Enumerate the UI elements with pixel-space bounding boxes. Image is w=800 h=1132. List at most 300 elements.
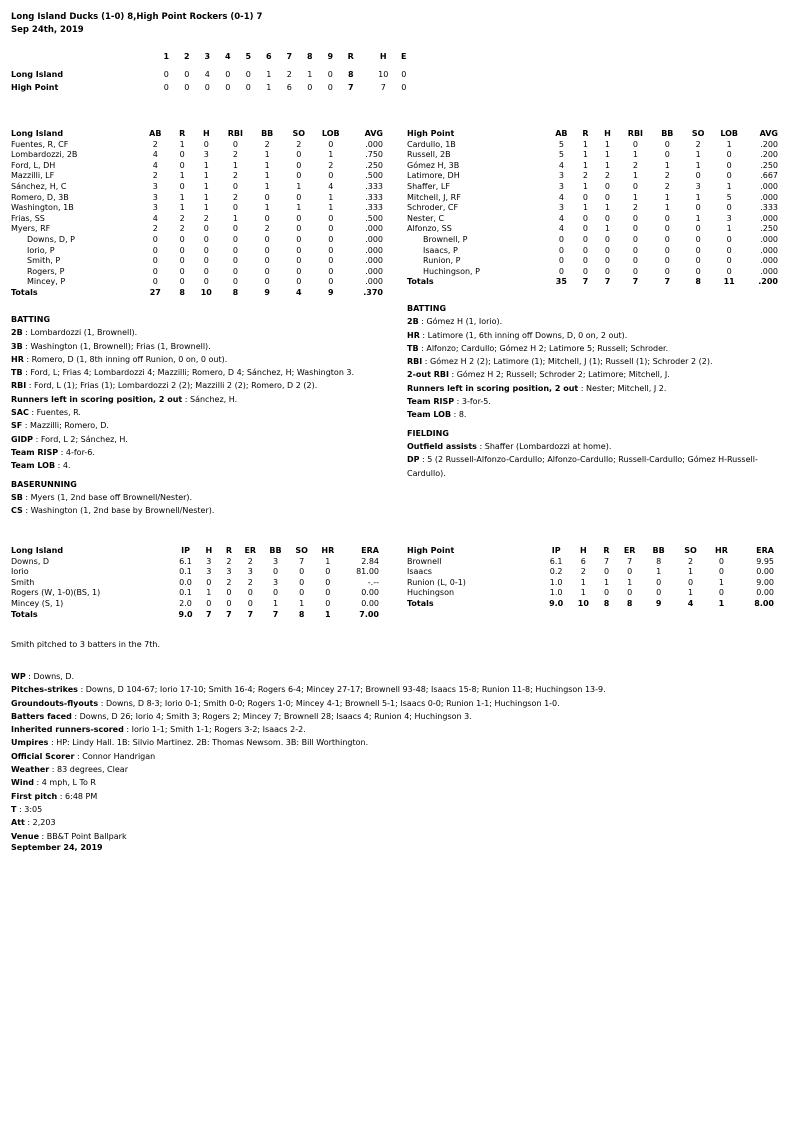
note-line: SAC : Fuentes, R.	[11, 408, 81, 418]
stat-cell: 3	[726, 213, 732, 223]
note-text: 83 degrees, Clear	[57, 765, 128, 775]
stat-cell: .000	[365, 139, 383, 149]
note-label: Wind	[11, 778, 34, 788]
batter-name: Isaacs, P	[423, 245, 458, 255]
stat-cell: .500	[365, 171, 383, 181]
note-label: HR	[407, 330, 420, 340]
stat-cell: 0	[226, 598, 232, 608]
note-text: Ford, L 2; Sánchez, H.	[40, 434, 128, 444]
team-hits: 10	[378, 70, 389, 79]
errors-header: E	[401, 52, 407, 61]
stats-column-header: R	[179, 129, 186, 138]
note-label: TB	[407, 343, 419, 353]
stat-cell: 0	[582, 224, 588, 234]
stat-cell: 1	[232, 160, 238, 170]
stat-cell: .000	[760, 266, 778, 276]
stat-cell: 0	[247, 598, 253, 608]
note-line: Team RISP : 4-for-6.	[11, 447, 95, 457]
note-text: Gómez H 2; Russell; Schroder 2; Latimore; Mitchell, J.	[456, 370, 670, 380]
stats-column-header: BB	[269, 546, 282, 555]
note-line: Batters faced : Downs, D 26; Iorio 4; Smith 3; Rogers 2; Mincey 7; Brownell 28; Isaacs 4; Runion 4; Huchingson 3.	[11, 711, 472, 721]
stat-cell: 0	[627, 588, 633, 598]
note-text: 5 (2 Russell-Alfonzo-Cardullo; Alfonzo-Cardullo; Russell-Cardullo; Gómez H-Russell-	[427, 455, 758, 465]
inning-score: 0	[307, 83, 313, 92]
note-line: T : 3:05	[11, 804, 43, 814]
totals-cell: 9	[264, 287, 270, 297]
note-text: HP: Lindy Hall. 1B: Silvio Martinez. 2B: Thomas Newsom. 3B: Bill Worthington.	[56, 738, 369, 748]
note-label: Att	[11, 818, 25, 828]
note-label: SAC	[11, 408, 29, 418]
batter-row	[11, 235, 383, 246]
batter-name: Sánchez, H, C	[11, 181, 67, 191]
note-label: TB	[11, 368, 23, 378]
note-text: Myers (1, 2nd base off Brownell/Nester).	[30, 492, 193, 502]
stat-cell: 0	[726, 160, 732, 170]
stat-cell: 4	[558, 224, 564, 234]
stat-cell: 3	[152, 181, 158, 191]
stat-cell: 0	[203, 245, 209, 255]
stat-cell: 0	[203, 224, 209, 234]
stat-cell: 0	[179, 256, 185, 266]
totals-cell: 9	[655, 598, 662, 608]
batter-name: Smith, P	[27, 256, 61, 266]
stat-cell: 0	[264, 192, 270, 202]
stats-header-row	[11, 129, 383, 140]
note-text: Washington (1, Brownell); Frias (1, Brownell).	[30, 341, 211, 351]
note-text: Alfonzo; Cardullo; Gómez H 2; Latimore 5; Russell; Schroder.	[426, 343, 669, 353]
stat-cell: 6.1	[179, 556, 192, 566]
batter-row	[407, 203, 778, 214]
stat-cell: 1	[179, 171, 185, 181]
stat-cell: 0	[203, 234, 209, 244]
stat-cell: 8	[656, 556, 662, 566]
note-text: Ford, L; Frias 4; Lombardozzi 4; Mazzilli; Romero, D 4; Sánchez, H; Washington 3.	[30, 368, 355, 378]
batter-name: Shaffer, LF	[407, 181, 450, 191]
stat-cell: 0	[232, 256, 238, 266]
stat-cell: .000	[760, 181, 778, 191]
note-line: SF : Mazzilli; Romero, D.	[11, 421, 109, 431]
stat-cell: 0.00	[361, 588, 379, 598]
stat-cell: 0	[247, 588, 253, 598]
linescore-gap	[361, 68, 373, 81]
note-label: Groundouts-flyouts	[11, 698, 99, 708]
stat-cell: 1	[604, 203, 611, 213]
stat-cell: 1	[726, 139, 732, 149]
stat-cell: 0	[264, 234, 270, 244]
note-text: Gómez H 2 (2); Latimore (1); Mitchell, J (1); Russell (1); Schroder 2 (2).	[430, 357, 713, 367]
stat-cell: 0	[582, 245, 588, 255]
linescore-team-name: High Point	[11, 83, 59, 92]
stat-cell: .000	[365, 256, 383, 266]
stats-column-header: SO	[292, 129, 306, 138]
stats-column-header: ER	[623, 546, 636, 555]
note-line: Team RISP : 3-for-5.	[407, 397, 491, 407]
stat-cell: 1	[264, 160, 270, 170]
stat-cell: 3	[558, 171, 564, 181]
stat-cell: 0	[632, 224, 638, 234]
stat-cell: 0	[296, 256, 302, 266]
note-text: Gómez H (1, Iorio).	[426, 317, 503, 327]
stat-cell: 0	[226, 588, 232, 598]
stat-cell: 0	[179, 266, 185, 276]
batter-row	[407, 214, 778, 225]
note-label: Umpires	[11, 738, 49, 748]
stat-cell: 2	[226, 577, 232, 587]
stat-cell: 0	[264, 277, 270, 287]
stat-cell: 0	[203, 256, 209, 266]
note-label: T	[11, 804, 17, 814]
stat-cell: 2	[328, 160, 334, 170]
stat-cell: 0.2	[549, 567, 563, 577]
batter-name: Latimore, DH	[407, 171, 460, 181]
stat-cell: 1	[632, 171, 638, 181]
stat-cell: 5	[558, 150, 564, 160]
team-runs: 7	[347, 83, 354, 92]
batter-row	[11, 171, 383, 182]
batter-name: Myers, RF	[11, 224, 51, 234]
linescore-team-row	[11, 68, 414, 81]
stat-cell: 0	[296, 277, 302, 287]
stat-cell: 0	[296, 160, 302, 170]
stat-cell: 2.0	[179, 598, 192, 608]
batter-row	[11, 267, 383, 278]
batter-name: Lombardozzi, 2B	[11, 150, 78, 160]
stat-cell: 3	[247, 567, 253, 577]
stat-cell: 0	[296, 213, 302, 223]
stat-cell: 0	[558, 245, 564, 255]
stat-cell: 1	[726, 224, 732, 234]
stat-cell: 3	[272, 556, 279, 566]
note-line: 2-out RBI : Gómez H 2; Russell; Schroder 2; Latimore; Mitchell, J.	[407, 370, 670, 380]
stat-cell: 2	[695, 139, 701, 149]
stat-cell: 1	[664, 203, 670, 213]
inning-header: 4	[224, 52, 231, 61]
stat-cell: 1	[695, 150, 701, 160]
stat-cell: 1	[582, 139, 588, 149]
stat-cell: 1	[299, 598, 305, 608]
stat-cell: 0	[299, 577, 305, 587]
note-text: Lombardozzi (1, Brownell).	[30, 328, 138, 338]
totals-cell: 8	[179, 287, 185, 297]
linescore-team-name: Long Island	[11, 70, 64, 79]
linescore-team-row	[11, 81, 414, 94]
stats-column-header: H	[579, 546, 587, 555]
stat-cell: 2	[152, 139, 158, 149]
batter-row	[407, 150, 778, 161]
stat-cell: 0	[206, 598, 212, 608]
note-line: DP : 5 (2 Russell-Alfonzo-Cardullo; Alfonzo-Cardullo; Russell-Cardullo; Gómez H-Russell-	[407, 455, 758, 465]
stat-cell: 0	[632, 181, 638, 191]
stat-cell: 0	[604, 192, 611, 202]
note-text: Shaffer (Lombardozzi at home).	[484, 441, 612, 451]
note-text: Ford, L (1); Frias (1); Lombardozzi 2 (2); Mazzilli 2 (2); Romero, D 2 (2).	[34, 381, 318, 391]
batter-row	[11, 277, 383, 288]
stat-cell: 2	[632, 160, 638, 170]
note-line: Runners left in scoring position, 2 out : Sánchez, H.	[11, 394, 238, 404]
stat-cell: 2	[179, 213, 185, 223]
note-label: SB	[11, 492, 23, 502]
stat-cell: 0	[664, 213, 670, 223]
stat-cell: 1	[718, 577, 724, 587]
batter-row	[11, 140, 383, 151]
batter-name: Iorio, P	[27, 245, 55, 255]
stat-cell: 0	[232, 181, 238, 191]
stats-column-header: RBI	[227, 129, 243, 138]
stat-cell: 0	[272, 588, 279, 598]
stat-cell: 0	[296, 266, 302, 276]
pitcher-row	[407, 578, 774, 589]
stat-cell: 1	[627, 577, 633, 587]
stat-cell: 0	[726, 245, 732, 255]
note-label: Team RISP	[407, 397, 455, 407]
stat-cell: 1	[580, 577, 586, 587]
pitcher-name: Runion (L, 0-1)	[407, 577, 466, 587]
pitcher-name: Brownell	[407, 556, 442, 566]
stat-cell: 2	[203, 213, 209, 223]
totals-cell: 9	[328, 287, 334, 297]
note-label: GIDP	[11, 434, 34, 444]
totals-cell: 7	[664, 277, 671, 287]
footer-date: September 24, 2019	[11, 843, 103, 852]
stat-cell: 0	[232, 224, 238, 234]
totals-cell: .370	[363, 287, 383, 297]
note-text: Downs, D 26; Iorio 4; Smith 3; Rogers 2; Mincey 7; Brownell 28; Isaacs 4; Runion 4; Huchingson 3.	[79, 711, 472, 721]
stats-column-header: LOB	[321, 129, 340, 138]
stats-column-header: H	[205, 546, 213, 555]
note-text: Romero, D (1, 8th inning off Runion, 0 on, 0 out).	[31, 354, 228, 364]
stat-cell: 0	[272, 567, 279, 577]
stat-cell: 0	[296, 171, 302, 181]
stat-cell: 0	[299, 567, 305, 577]
stats-team-header: High Point	[407, 546, 455, 555]
batter-name: Fuentes, R, CF	[11, 139, 69, 149]
stats-column-header: ER	[244, 546, 257, 555]
totals-cell: 35	[555, 277, 567, 287]
stat-cell: 0	[632, 256, 638, 266]
runs-header: R	[347, 52, 354, 61]
batter-name: Romero, D, 3B	[11, 192, 69, 202]
stat-cell: 3	[558, 203, 564, 213]
inning-score: 0	[245, 70, 251, 79]
notes-section-header: FIELDING	[407, 428, 449, 438]
stats-team-header: Long Island	[11, 546, 64, 555]
pitcher-row	[407, 557, 774, 568]
stat-cell: .000	[760, 234, 778, 244]
note-line: Umpires : HP: Lindy Hall. 1B: Silvio Martinez. 2B: Thomas Newsom. 3B: Bill Worthington.	[11, 738, 369, 748]
stat-cell: 0	[582, 234, 588, 244]
batter-name: Mitchell, J, RF	[407, 192, 461, 202]
stat-cell: 7	[603, 556, 610, 566]
note-text: Downs, D 104-67; Iorio 17-10; Smith 16-4; Rogers 6-4; Mincey 27-17; Brownell 93-48; Isaacs 15-8; Runion 11-8; Huchingson 13-9.	[85, 685, 606, 695]
stat-cell: 4	[558, 192, 564, 202]
totals-cell: 8	[603, 598, 610, 608]
batter-row	[407, 193, 778, 204]
stat-cell: 1	[203, 181, 209, 191]
batter-name: Runion, P	[423, 256, 461, 266]
stat-cell: 0	[152, 245, 158, 255]
stat-cell: 0	[603, 567, 610, 577]
batter-name: Cardullo, 1B	[407, 139, 456, 149]
inning-header: 2	[183, 52, 190, 61]
batter-name: Russell, 2B	[407, 150, 451, 160]
note-label: Runners left in scoring position, 2 out	[11, 394, 183, 404]
stat-cell: 1	[695, 160, 701, 170]
hits-header: H	[379, 52, 387, 61]
stat-cell: 0	[152, 234, 158, 244]
totals-row	[11, 288, 383, 299]
stats-column-header: BB	[261, 129, 274, 138]
note-text: 8.	[458, 410, 467, 420]
inning-score: 0	[327, 70, 333, 79]
note-text: 4 mph, L To R	[41, 778, 96, 788]
stat-cell: 0	[328, 266, 334, 276]
team-errors: 0	[401, 83, 407, 92]
stat-cell: 0	[632, 266, 638, 276]
stat-cell: 0	[632, 234, 638, 244]
batter-row	[11, 214, 383, 225]
inning-score: 0	[225, 70, 231, 79]
stat-cell: .000	[365, 277, 383, 287]
totals-cell: 8	[298, 609, 305, 619]
stats-column-header: R	[225, 546, 233, 555]
stat-cell: 0	[664, 245, 670, 255]
batter-name: Rogers, P	[27, 266, 65, 276]
stat-cell: 0	[726, 171, 732, 181]
stat-cell: 0	[695, 234, 701, 244]
inning-score: 6	[286, 83, 292, 92]
notes-section-header: BATTING	[407, 304, 447, 313]
stats-column-header: ERA	[756, 546, 774, 555]
stat-cell: 0	[695, 224, 701, 234]
stat-cell: 0	[632, 213, 638, 223]
totals-cell: 7	[206, 609, 212, 619]
hp-batting-box	[407, 129, 782, 288]
batter-row	[407, 224, 778, 235]
totals-cell: 9.0	[549, 598, 564, 608]
stat-cell: 0	[152, 256, 158, 266]
stat-cell: 0	[582, 256, 588, 266]
stat-cell: 0	[604, 245, 611, 255]
stat-cell: 5	[726, 192, 732, 202]
stat-cell: 2	[632, 203, 638, 213]
totals-label: Totals	[11, 609, 38, 619]
totals-row	[11, 610, 379, 621]
stat-cell: .333	[365, 203, 383, 213]
note-text: Mazzilli; Romero, D.	[30, 421, 109, 431]
stat-cell: 2	[152, 171, 158, 181]
stat-cell: 6	[580, 556, 586, 566]
pitcher-name: Smith	[11, 577, 35, 587]
stat-cell: 0	[695, 245, 701, 255]
totals-cell: 10	[577, 598, 589, 608]
stat-cell: 3	[206, 556, 212, 566]
stat-cell: 1	[264, 203, 270, 213]
note-line: 2B : Lombardozzi (1, Brownell).	[11, 328, 138, 338]
stat-cell: 0	[328, 139, 334, 149]
stat-cell: 9.95	[756, 556, 774, 566]
batter-row	[407, 246, 778, 257]
notes-section-header: BATTING	[11, 315, 51, 324]
note-line: CS : Washington (1, 2nd base by Brownell/Nester).	[11, 506, 215, 516]
stat-cell: .250	[365, 160, 383, 170]
stat-cell: 1	[179, 192, 185, 202]
stat-cell: 1	[695, 213, 701, 223]
stat-cell: 1	[582, 181, 588, 191]
stat-cell: 2	[264, 139, 270, 149]
stat-cell: 1	[656, 567, 662, 577]
note-line: Team LOB : 4.	[11, 461, 71, 471]
stats-column-header: SO	[295, 546, 308, 555]
stat-cell: 5	[558, 139, 564, 149]
note-line: Outfield assists : Shaffer (Lombardozzi at home).	[407, 441, 612, 451]
stat-cell: 3	[152, 203, 158, 213]
note-text: Sánchez, H.	[190, 394, 238, 404]
stats-column-header: H	[604, 129, 611, 138]
totals-label: Totals	[407, 598, 434, 608]
totals-row	[407, 599, 774, 610]
stat-cell: 1	[264, 150, 270, 160]
stat-cell: 1	[582, 150, 588, 160]
stat-cell: 0	[328, 277, 334, 287]
stat-cell: 0	[695, 256, 701, 266]
batter-row	[407, 140, 778, 151]
hp-pitching-table	[407, 546, 774, 610]
note-label: 3B	[11, 341, 23, 351]
stat-cell: 1	[603, 577, 610, 587]
inning-header: 8	[306, 52, 313, 61]
stat-cell: 0	[296, 192, 302, 202]
stat-cell: 3	[558, 181, 564, 191]
stat-cell: 0	[203, 139, 209, 149]
note-text: Downs, D.	[33, 672, 75, 681]
batter-name: Schroder, CF	[407, 203, 459, 213]
stat-cell: 2	[687, 556, 694, 566]
stat-cell: 0	[664, 150, 670, 160]
batter-row	[11, 161, 383, 172]
stat-cell: 1	[664, 160, 670, 170]
stat-cell: 2.84	[361, 556, 379, 566]
totals-label: Totals	[407, 277, 434, 287]
stat-cell: 1	[604, 139, 611, 149]
totals-cell: 1	[325, 609, 331, 619]
note-line: Inherited runners-scored : Iorio 1-1; Smith 1-1; Rogers 3-2; Isaacs 2-2.	[11, 725, 306, 735]
stat-cell: 0	[726, 150, 732, 160]
totals-cell: 4	[687, 598, 694, 608]
totals-cell: 27	[149, 287, 161, 297]
stat-cell: 3	[152, 192, 158, 202]
stat-cell: 2	[179, 224, 185, 234]
stat-cell: 1	[664, 192, 670, 202]
batter-name: Washington, 1B	[11, 203, 74, 213]
batter-row	[11, 246, 383, 257]
stat-cell: 0	[604, 181, 611, 191]
stat-cell: 1	[328, 192, 334, 202]
stat-cell: 0	[558, 256, 564, 266]
stat-cell: .000	[365, 224, 383, 234]
stat-cell: 0	[627, 567, 633, 577]
note-line: Groundouts-flyouts : Downs, D 8-3; Iorio 0-1; Smith 0-0; Rogers 1-0; Mincey 4-1; Brownell 5-1; Isaacs 0-0; Runion 1-1; Huchingson 1-0.	[11, 698, 560, 708]
stat-cell: .333	[365, 181, 383, 191]
stat-cell: 1	[203, 192, 209, 202]
stat-cell: 0	[179, 245, 185, 255]
inning-score: 0	[163, 70, 169, 79]
stat-cell: 0	[664, 234, 670, 244]
stats-column-header: BB	[652, 546, 665, 555]
stat-cell: 2	[232, 150, 238, 160]
note-label: Official Scorer	[11, 751, 75, 761]
inning-header: 1	[163, 52, 170, 61]
stat-cell: 0	[582, 192, 588, 202]
